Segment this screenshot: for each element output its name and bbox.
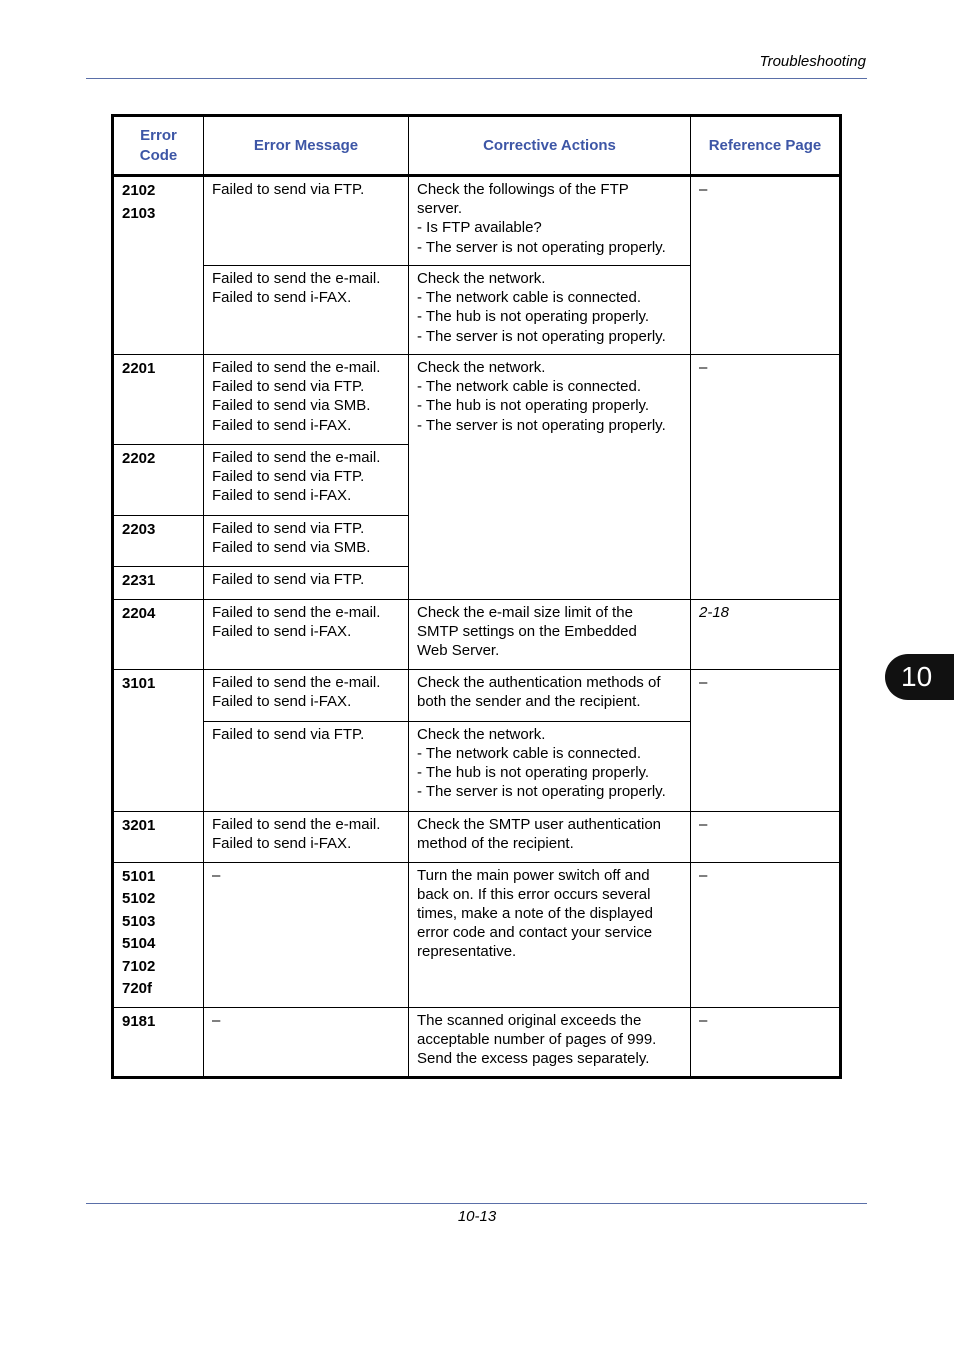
section-title: Troubleshooting	[759, 53, 866, 70]
table-row	[113, 355, 841, 445]
reference-page-cell: 2-18	[691, 599, 841, 669]
error-code-cell: 2102 2103	[113, 176, 204, 355]
error-message-cell: –	[204, 1007, 409, 1077]
table-row	[113, 1007, 841, 1077]
error-code-cell: 5101 5102 5103 5104 7102 720f	[113, 862, 204, 1007]
error-message-cell: Failed to send via FTP.	[204, 176, 409, 266]
reference-page-cell: –	[691, 355, 841, 600]
header-reference-page: Reference Page	[691, 116, 841, 176]
error-message-cell: Failed to send the e-mail. Failed to send i-FAX.	[204, 669, 409, 721]
header-error-message: Error Message	[204, 116, 409, 176]
error-code-table	[111, 114, 842, 1079]
error-code-cell: 2204	[113, 599, 204, 669]
error-code-cell: 2203	[113, 516, 204, 567]
page-number: 10-13	[457, 1208, 497, 1225]
error-message-cell: Failed to send the e-mail. Failed to send via FTP. Failed to send i-FAX.	[204, 445, 409, 516]
error-code-cell: 2201	[113, 355, 204, 445]
reference-page-cell: –	[691, 669, 841, 811]
error-message-cell: Failed to send the e-mail. Failed to send i-FAX.	[204, 811, 409, 862]
corrective-actions-cell: Check the network. - The network cable is connected. - The hub is not operating properly. - The server is not operating properly.	[409, 266, 691, 355]
reference-page-cell: –	[691, 1007, 841, 1077]
reference-page-cell: –	[691, 176, 841, 355]
footer-rule	[86, 1203, 867, 1204]
header-rule	[86, 78, 867, 79]
table-row	[113, 599, 841, 669]
corrective-actions-cell: Check the followings of the FTP server. - Is FTP available? - The server is not operating properly.	[409, 176, 691, 266]
reference-page-cell: –	[691, 862, 841, 1007]
error-code-cell: 3101	[113, 669, 204, 811]
header-corrective-actions: Corrective Actions	[409, 116, 691, 176]
error-message-cell: Failed to send via FTP.	[204, 567, 409, 600]
error-message-cell: Failed to send the e-mail. Failed to send i-FAX.	[204, 266, 409, 355]
corrective-actions-cell: The scanned original exceeds the acceptable number of pages of 999. Send the excess pages separately.	[409, 1007, 691, 1077]
corrective-actions-cell: Check the network. - The network cable is connected. - The hub is not operating properly. - The server is not operating properly.	[409, 355, 691, 600]
error-message-cell: Failed to send the e-mail. Failed to send via FTP. Failed to send via SMB. Failed to send i-FAX.	[204, 355, 409, 445]
corrective-actions-cell: Check the authentication methods of both the sender and the recipient.	[409, 669, 691, 721]
table-row	[113, 862, 841, 1007]
table-row	[113, 669, 841, 721]
reference-page-cell: –	[691, 811, 841, 862]
chapter-tab: 10	[885, 654, 954, 700]
table-row	[113, 176, 841, 266]
error-message-cell: Failed to send via FTP. Failed to send via SMB.	[204, 516, 409, 567]
corrective-actions-cell: Check the SMTP user authentication method of the recipient.	[409, 811, 691, 862]
table-row	[113, 811, 841, 862]
error-code-cell: 9181	[113, 1007, 204, 1077]
error-message-cell: –	[204, 862, 409, 1007]
corrective-actions-cell: Check the e-mail size limit of the SMTP settings on the Embedded Web Server.	[409, 599, 691, 669]
corrective-actions-cell: Turn the main power switch off and back on. If this error occurs several times, make a note of the displayed error code and contact your service representative.	[409, 862, 691, 1007]
error-code-cell: 3201	[113, 811, 204, 862]
error-code-cell: 2202	[113, 445, 204, 516]
table-header-row	[113, 116, 841, 176]
header-error-code: Error Code	[113, 116, 204, 176]
corrective-actions-cell: Check the network. - The network cable is connected. - The hub is not operating properly. - The server is not operating properly.	[409, 721, 691, 811]
error-code-cell: 2231	[113, 567, 204, 600]
error-message-cell: Failed to send the e-mail. Failed to send i-FAX.	[204, 599, 409, 669]
error-message-cell: Failed to send via FTP.	[204, 721, 409, 811]
